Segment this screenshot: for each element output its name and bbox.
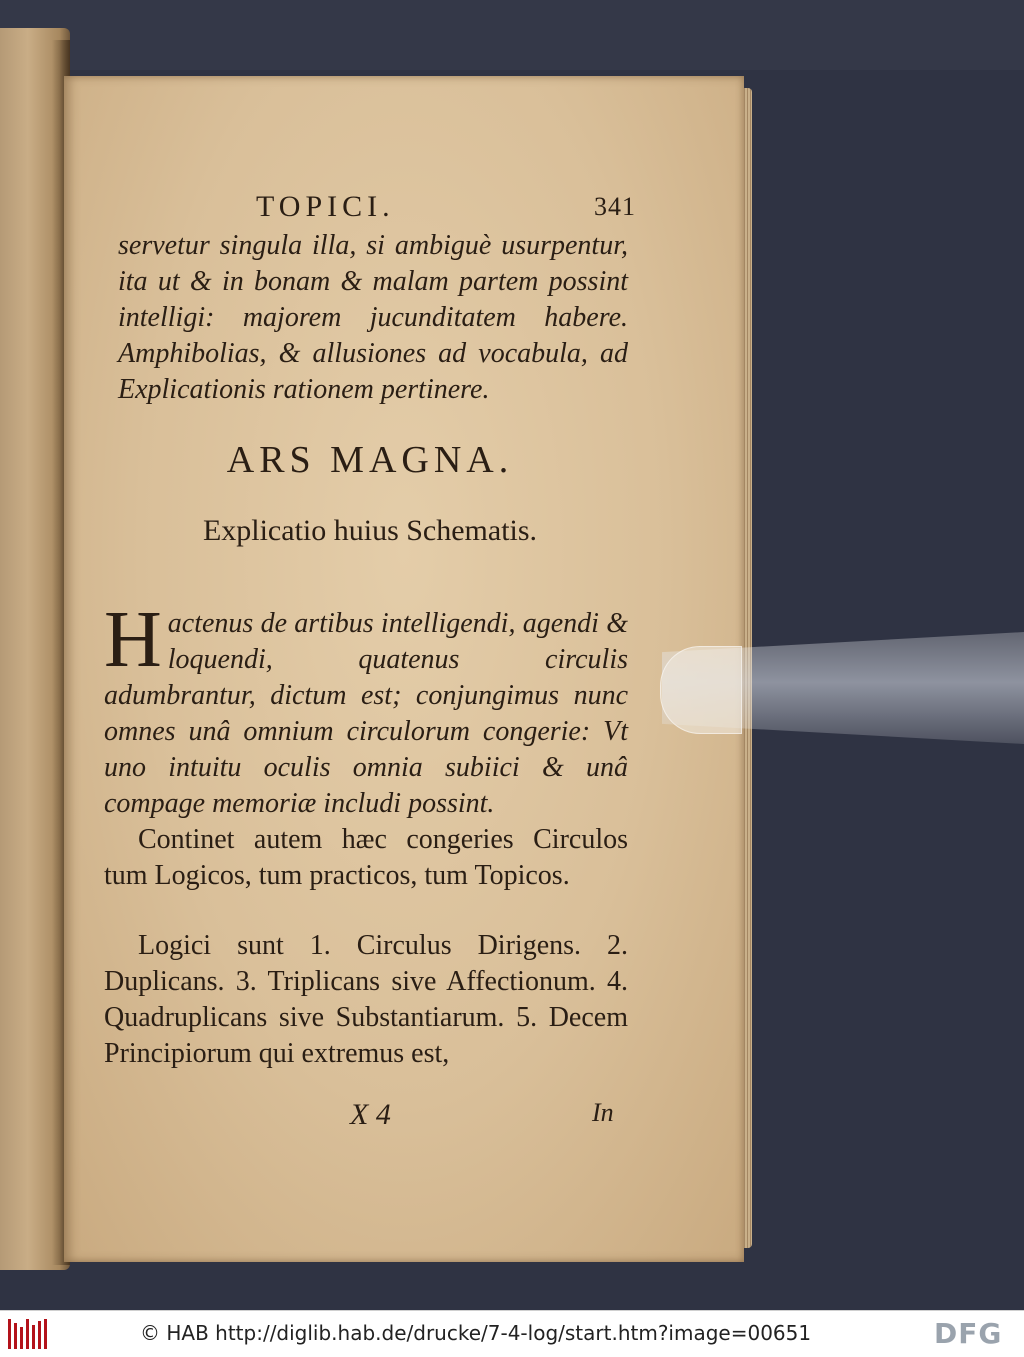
hab-library-icon[interactable] — [8, 1319, 48, 1349]
running-head-title: TOPICI. — [256, 190, 395, 223]
paragraph-3: Logici sunt 1. Circulus Dirigens. 2. Duplicans. 3. Triplicans sive Affectionum. 4. Quadruplicans sive Substantiarum. 5. Decem Principiorum qui extremus est, — [104, 930, 628, 1069]
running-head — [256, 190, 636, 224]
page-holder-tip — [660, 646, 742, 734]
page-number: 341 — [594, 192, 636, 221]
footer-bar — [0, 1310, 1024, 1357]
dfg-logo[interactable]: DFG — [934, 1317, 1003, 1350]
drop-cap: H — [104, 596, 162, 684]
section-title: ARS MAGNA. — [226, 439, 514, 481]
copyright-link[interactable]: © HAB http://diglib.hab.de/drucke/7-4-log/start.htm?image=00651 — [140, 1321, 812, 1345]
scan-background-top — [0, 0, 1024, 70]
top-paragraph: servetur singula illa, si ambiguè usurpentur, ita ut & in bonam & malam partem possint intelligi: majorem jucunditatem habere. Amphibolias, & allusiones ad vocabula, ad Explicationis rationem pertinere. — [118, 230, 628, 405]
sub-title: Explicatio huius Schematis. — [202, 514, 538, 547]
catchword: In — [592, 1098, 614, 1127]
main-paragraph-text: actenus de artibus intelligendi, agendi & loquendi, quatenus circulis adumbrantur, dictum est; conjungimus nunc omnes unâ omnium circulorum congerie: Vt uno intuitu oculis omnia subiici & unâ compage memoriæ includi possint. — [104, 608, 628, 819]
main-paragraph — [104, 596, 628, 822]
signature-mark: X 4 — [350, 1098, 391, 1131]
paragraph-2: Continet autem hæc congeries Circulos tum Logicos, tum practicos, tum Topicos. — [104, 824, 628, 891]
